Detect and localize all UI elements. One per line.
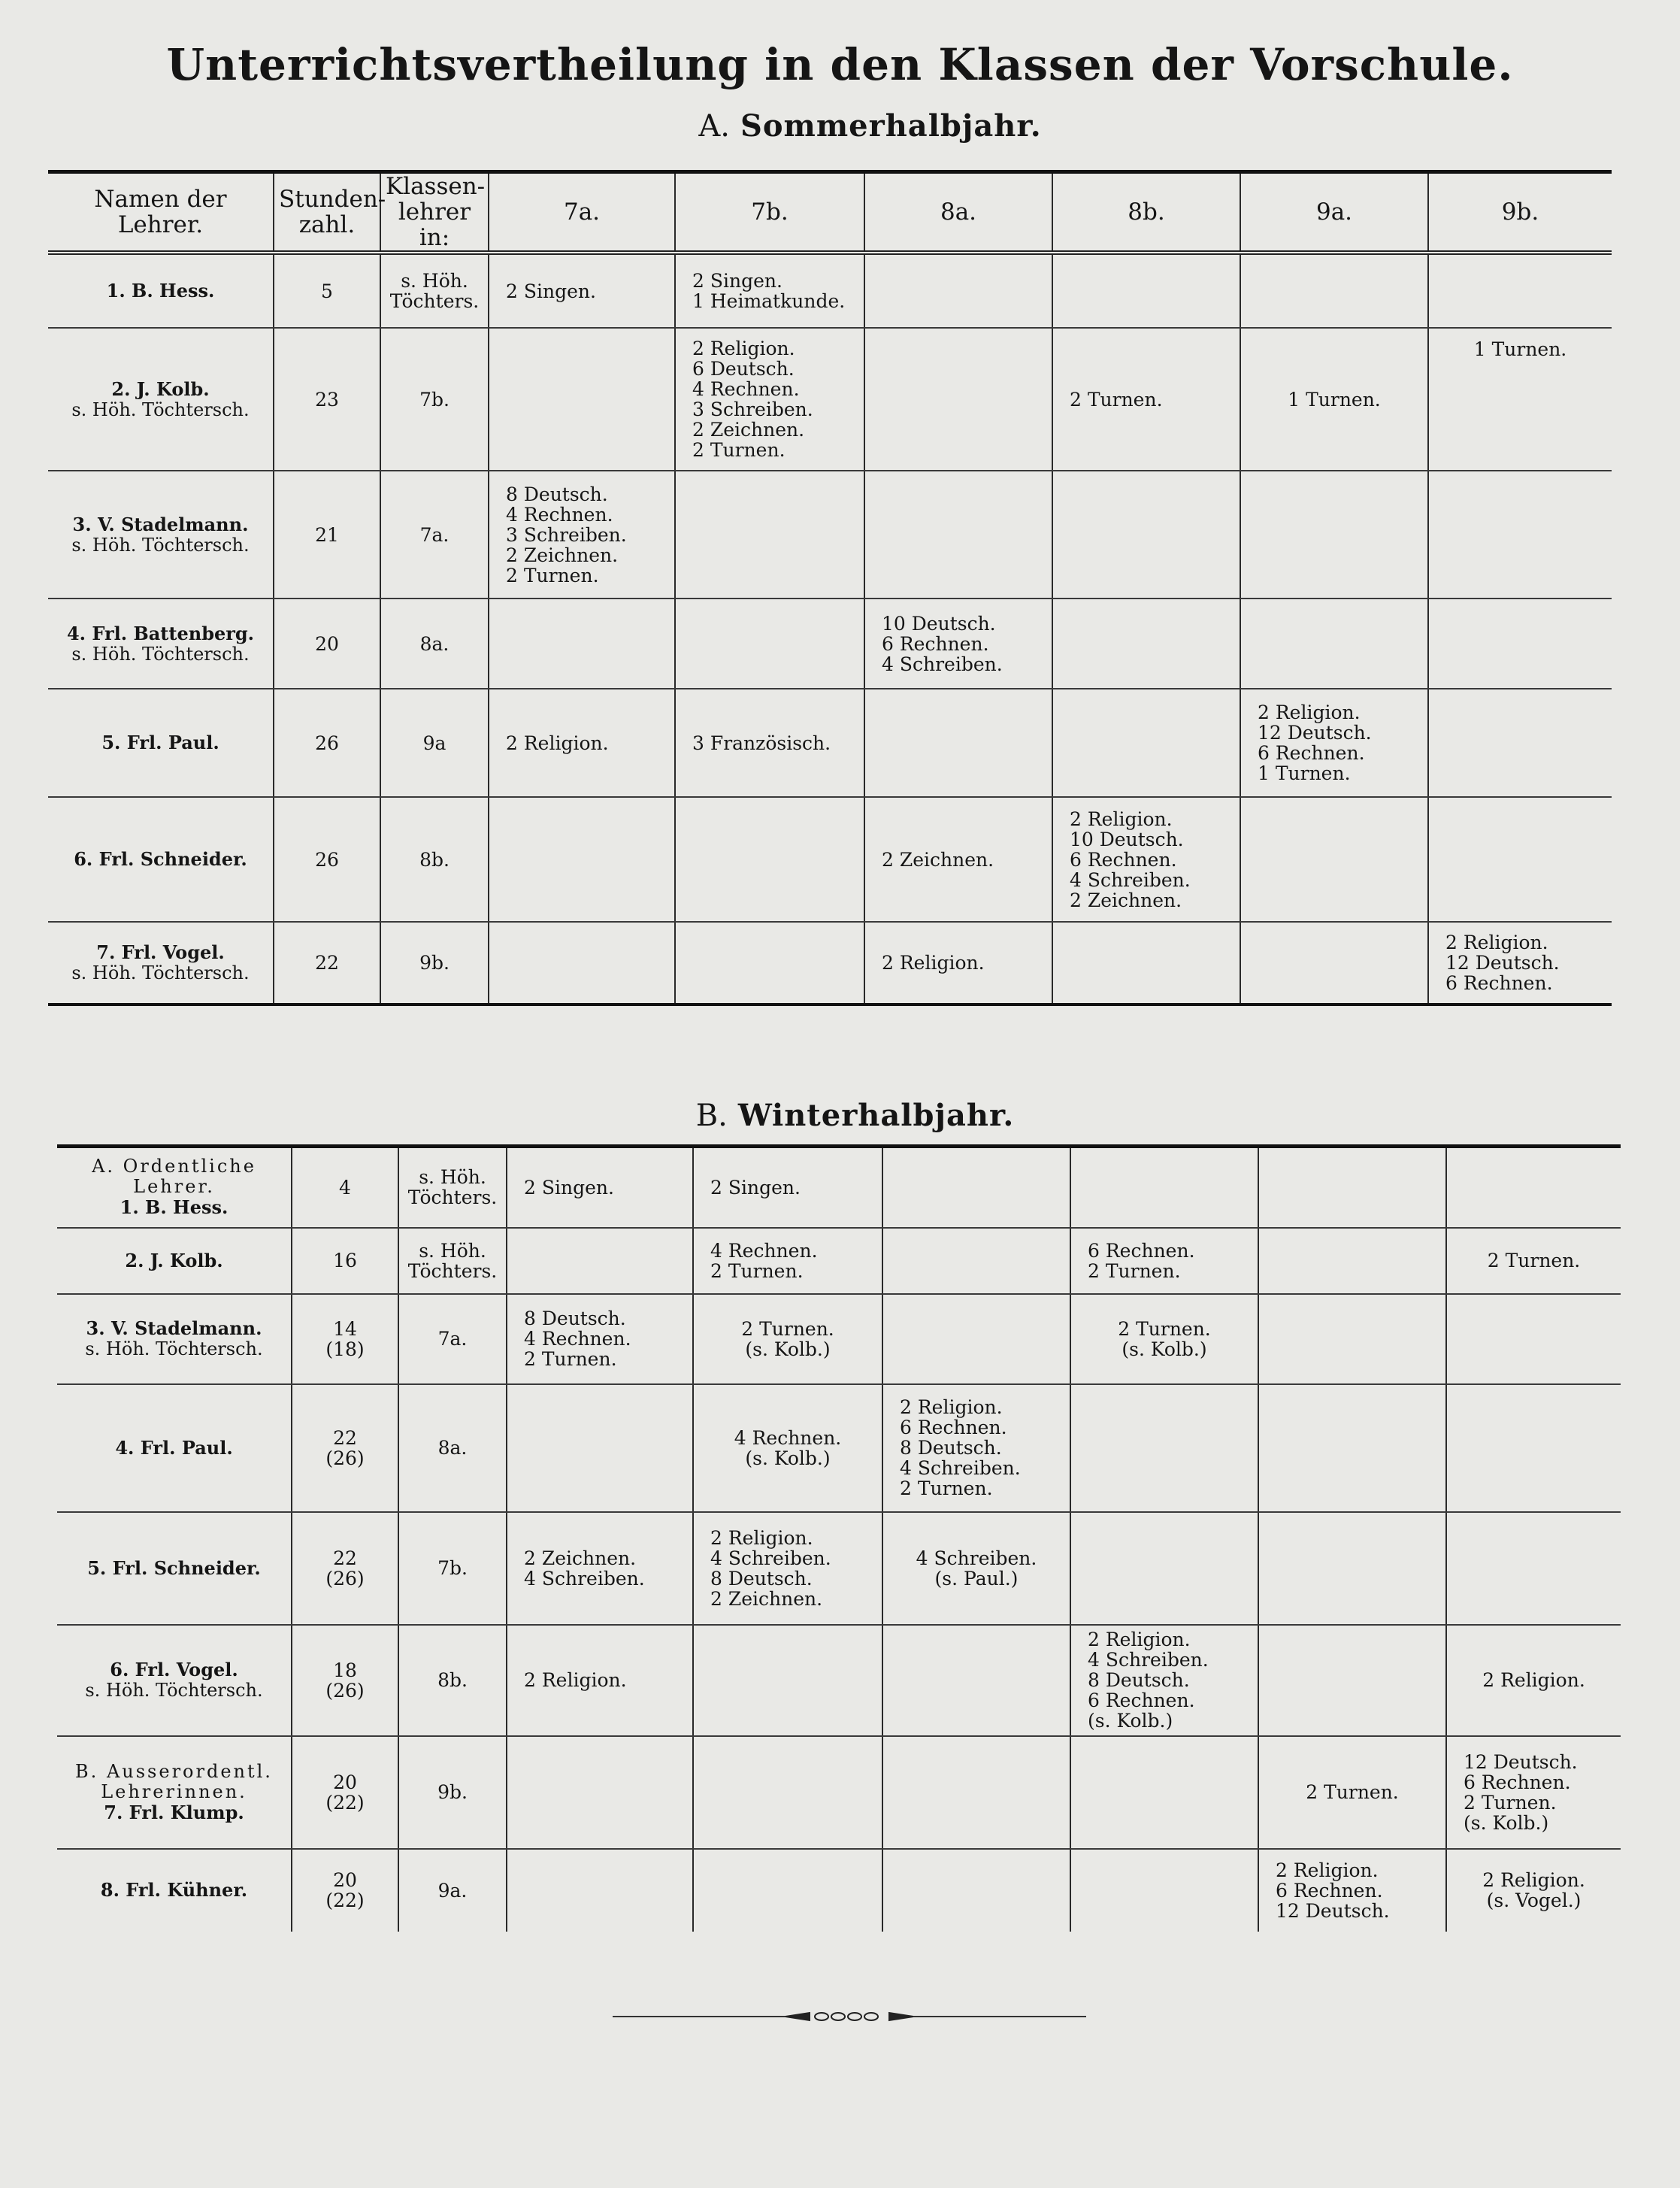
hours-cell: 21 bbox=[274, 471, 380, 599]
table-row bbox=[48, 922, 1612, 1005]
cell-7a bbox=[489, 922, 675, 1005]
cell-8a bbox=[864, 471, 1052, 599]
cell-9a: 2 Turnen. bbox=[1258, 1736, 1446, 1849]
section-letter: B. bbox=[695, 1099, 728, 1133]
table-row bbox=[57, 1625, 1621, 1736]
cell-8a bbox=[882, 1228, 1070, 1294]
cell-9a: 2 Religion. 12 Deutsch. 6 Rechnen. 1 Turnen. bbox=[1240, 689, 1428, 797]
cell-8a: 10 Deutsch. 6 Rechnen. 4 Schreiben. bbox=[864, 599, 1052, 689]
cell-8b bbox=[1052, 689, 1240, 797]
cell-7b: 2 Turnen. (s. Kolb.) bbox=[693, 1294, 882, 1384]
klass-cell: 8a. bbox=[380, 599, 489, 689]
cell-7a bbox=[489, 599, 675, 689]
cell-7a bbox=[507, 1384, 693, 1512]
teacher-name: 4. Frl. Battenberg. bbox=[66, 622, 255, 644]
cell-7b: 2 Religion. 6 Deutsch. 4 Rechnen. 3 Schreiben. 2 Zeichnen. 2 Turnen. bbox=[675, 328, 864, 471]
teacher-name-cell bbox=[57, 1736, 292, 1849]
klass-cell: 9a bbox=[380, 689, 489, 797]
hours-cell: 16 bbox=[292, 1228, 398, 1294]
cell-8b bbox=[1070, 1384, 1258, 1512]
hours-cell: 18 (26) bbox=[292, 1625, 398, 1736]
teacher-name-cell bbox=[48, 253, 274, 328]
cell-9b bbox=[1428, 253, 1612, 328]
header-row bbox=[48, 172, 1612, 253]
table-row bbox=[48, 689, 1612, 797]
cell-7a: 8 Deutsch. 4 Rechnen. 3 Schreiben. 2 Zeichnen. 2 Turnen. bbox=[489, 471, 675, 599]
cell-7b: 2 Religion. 4 Schreiben. 8 Deutsch. 2 Zeichnen. bbox=[693, 1512, 882, 1625]
table-row bbox=[57, 1384, 1621, 1512]
header-8b: 8b. bbox=[1052, 172, 1240, 253]
klass-cell: s. Höh. Töchters. bbox=[380, 253, 489, 328]
cell-9b: 1 Turnen. bbox=[1428, 328, 1612, 471]
header-klass: Klassen- lehrer in: bbox=[380, 172, 489, 253]
section-title-winter bbox=[0, 1098, 1680, 1133]
hours-cell: 26 bbox=[274, 689, 380, 797]
cell-8b: 2 Turnen. bbox=[1052, 328, 1240, 471]
cell-7a bbox=[507, 1849, 693, 1932]
cell-9b bbox=[1446, 1294, 1621, 1384]
teacher-name: 1. B. Hess. bbox=[120, 1196, 229, 1219]
klass-cell: 9b. bbox=[380, 922, 489, 1005]
hours-cell: 26 bbox=[274, 797, 380, 922]
section-letter: A. bbox=[698, 109, 730, 144]
cell-7a: 2 Singen. bbox=[507, 1147, 693, 1228]
teacher-name: 8. Frl. Kühner. bbox=[100, 1879, 248, 1901]
cell-9b: 12 Deutsch. 6 Rechnen. 2 Turnen. (s. Kolb.) bbox=[1446, 1736, 1621, 1849]
teacher-name-cell bbox=[57, 1512, 292, 1625]
cell-7a: 2 Zeichnen. 4 Schreiben. bbox=[507, 1512, 693, 1625]
section-title-summer bbox=[0, 108, 1680, 144]
teacher-name-cell bbox=[57, 1384, 292, 1512]
teacher-name-cell bbox=[48, 599, 274, 689]
teacher-name: 5. Frl. Paul. bbox=[101, 732, 219, 753]
klass-cell: 8b. bbox=[398, 1625, 507, 1736]
teacher-school: s. Höh. Töchtersch. bbox=[85, 1680, 263, 1701]
teacher-name-cell bbox=[57, 1625, 292, 1736]
teacher-name: 7. Frl. Vogel. bbox=[96, 941, 225, 963]
cell-9a bbox=[1240, 797, 1428, 922]
teacher-school: s. Höh. Töchtersch. bbox=[71, 643, 250, 665]
cell-8a: 2 Zeichnen. bbox=[864, 797, 1052, 922]
teacher-group: A. Ordentliche Lehrer. bbox=[92, 1156, 256, 1198]
hours-cell: 22 (26) bbox=[292, 1512, 398, 1625]
header-hours: Stunden- zahl. bbox=[274, 172, 380, 253]
teacher-name: 1. B. Hess. bbox=[106, 280, 215, 302]
teacher-name-cell bbox=[48, 689, 274, 797]
hours-cell: 20 (22) bbox=[292, 1736, 398, 1849]
cell-7a: 2 Religion. bbox=[507, 1625, 693, 1736]
cell-9b bbox=[1446, 1512, 1621, 1625]
table-row bbox=[57, 1736, 1621, 1849]
winter-table bbox=[57, 1144, 1621, 1932]
cell-8a bbox=[882, 1294, 1070, 1384]
klass-cell: 7a. bbox=[380, 471, 489, 599]
teacher-name-cell bbox=[57, 1849, 292, 1932]
cell-7a: 2 Religion. bbox=[489, 689, 675, 797]
cell-9b bbox=[1446, 1147, 1621, 1228]
teacher-name: 2. J. Kolb. bbox=[125, 1249, 223, 1271]
hours-cell: 4 bbox=[292, 1147, 398, 1228]
cell-7a: 2 Singen. bbox=[489, 253, 675, 328]
cell-9a bbox=[1240, 253, 1428, 328]
cell-8b: 6 Rechnen. 2 Turnen. bbox=[1070, 1228, 1258, 1294]
cell-9a: 2 Religion. 6 Rechnen. 12 Deutsch. bbox=[1258, 1849, 1446, 1932]
hours-cell: 5 bbox=[274, 253, 380, 328]
cell-9b bbox=[1428, 797, 1612, 922]
cell-8a bbox=[864, 328, 1052, 471]
teacher-name-cell bbox=[48, 797, 274, 922]
cell-7a bbox=[507, 1736, 693, 1849]
hours-cell: 14 (18) bbox=[292, 1294, 398, 1384]
hours-cell: 22 (26) bbox=[292, 1384, 398, 1512]
teacher-name: 6. Frl. Vogel. bbox=[110, 1659, 238, 1680]
cell-8b bbox=[1052, 471, 1240, 599]
table-row bbox=[48, 471, 1612, 599]
cell-8b bbox=[1052, 253, 1240, 328]
cell-9a bbox=[1258, 1147, 1446, 1228]
teacher-school: s. Höh. Töchtersch. bbox=[71, 534, 250, 556]
klass-cell: s. Höh. Töchters. bbox=[398, 1228, 507, 1294]
cell-8b bbox=[1052, 922, 1240, 1005]
table-row bbox=[48, 328, 1612, 471]
cell-9b bbox=[1428, 689, 1612, 797]
cell-9a bbox=[1258, 1512, 1446, 1625]
cell-7a bbox=[489, 797, 675, 922]
teacher-name-cell bbox=[48, 471, 274, 599]
cell-8a: 2 Religion. 6 Rechnen. 8 Deutsch. 4 Schreiben. 2 Turnen. bbox=[882, 1384, 1070, 1512]
cell-7b: 4 Rechnen. (s. Kolb.) bbox=[693, 1384, 882, 1512]
cell-7a bbox=[489, 328, 675, 471]
hours-cell: 22 bbox=[274, 922, 380, 1005]
teacher-name: 7. Frl. Klump. bbox=[104, 1801, 244, 1823]
table-row bbox=[57, 1849, 1621, 1932]
cell-9b: 2 Religion. 12 Deutsch. 6 Rechnen. bbox=[1428, 922, 1612, 1005]
teacher-name: 3. V. Stadelmann. bbox=[86, 1317, 262, 1339]
cell-8b bbox=[1070, 1736, 1258, 1849]
cell-9a bbox=[1258, 1384, 1446, 1512]
hours-cell: 23 bbox=[274, 328, 380, 471]
hours-cell: 20 bbox=[274, 599, 380, 689]
cell-7b bbox=[675, 599, 864, 689]
cell-8a bbox=[882, 1736, 1070, 1849]
cell-7b bbox=[693, 1625, 882, 1736]
teacher-name-cell bbox=[57, 1228, 292, 1294]
cell-8a bbox=[882, 1147, 1070, 1228]
cell-7b: 2 Singen. bbox=[693, 1147, 882, 1228]
cell-7a: 8 Deutsch. 4 Rechnen. 2 Turnen. bbox=[507, 1294, 693, 1384]
cell-8b bbox=[1070, 1147, 1258, 1228]
ornament-rule bbox=[613, 2009, 1086, 2024]
teacher-school: s. Höh. Töchtersch. bbox=[71, 962, 250, 983]
teacher-name-cell bbox=[48, 328, 274, 471]
cell-9b bbox=[1428, 599, 1612, 689]
cell-9a bbox=[1258, 1294, 1446, 1384]
teacher-name: 5. Frl. Schneider. bbox=[87, 1556, 261, 1579]
cell-8a: 2 Religion. bbox=[864, 922, 1052, 1005]
cell-9b bbox=[1428, 471, 1612, 599]
cell-9b: 2 Religion. (s. Vogel.) bbox=[1446, 1849, 1621, 1932]
cell-9b bbox=[1446, 1384, 1621, 1512]
teacher-name: 2. J. Kolb. bbox=[111, 377, 210, 400]
klass-cell: 9b. bbox=[398, 1736, 507, 1849]
cell-8b: 2 Religion. 10 Deutsch. 6 Rechnen. 4 Schreiben. 2 Zeichnen. bbox=[1052, 797, 1240, 922]
page-title: Unterrichtsvertheilung in den Klassen der Vorschule. bbox=[166, 39, 1514, 90]
cell-7b: 4 Rechnen. 2 Turnen. bbox=[693, 1228, 882, 1294]
teacher-name: 4. Frl. Paul. bbox=[115, 1436, 233, 1459]
cell-9b: 2 Turnen. bbox=[1446, 1228, 1621, 1294]
header-teacher: Namen der Lehrer. bbox=[48, 172, 274, 253]
header-7b: 7b. bbox=[675, 172, 864, 253]
header-7a: 7a. bbox=[489, 172, 675, 253]
cell-9a bbox=[1240, 922, 1428, 1005]
teacher-school: s. Höh. Töchtersch. bbox=[71, 399, 250, 420]
cell-7b bbox=[675, 922, 864, 1005]
teacher-name-cell bbox=[57, 1147, 292, 1228]
cell-9a bbox=[1240, 599, 1428, 689]
cell-7b bbox=[693, 1849, 882, 1932]
table-row bbox=[57, 1512, 1621, 1625]
hours-cell: 20 (22) bbox=[292, 1849, 398, 1932]
table-row bbox=[57, 1228, 1621, 1294]
cell-8b bbox=[1070, 1512, 1258, 1625]
cell-8b bbox=[1052, 599, 1240, 689]
cell-8a bbox=[864, 689, 1052, 797]
cell-8b bbox=[1070, 1849, 1258, 1932]
header-9a: 9a. bbox=[1240, 172, 1428, 253]
section-name: Sommerhalbjahr. bbox=[740, 108, 1042, 144]
table-row bbox=[48, 797, 1612, 922]
cell-9a bbox=[1258, 1228, 1446, 1294]
klass-cell: 9a. bbox=[398, 1849, 507, 1932]
klass-cell: 8a. bbox=[398, 1384, 507, 1512]
cell-8a bbox=[864, 253, 1052, 328]
klass-cell: 7b. bbox=[380, 328, 489, 471]
cell-8b: 2 Turnen. (s. Kolb.) bbox=[1070, 1294, 1258, 1384]
teacher-group: B. Ausserordentl. Lehrerinnen. bbox=[75, 1760, 273, 1802]
cell-9a bbox=[1240, 471, 1428, 599]
teacher-name: 6. Frl. Schneider. bbox=[74, 848, 247, 870]
table-row bbox=[48, 253, 1612, 328]
cell-9b: 2 Religion. bbox=[1446, 1625, 1621, 1736]
cell-8a bbox=[882, 1849, 1070, 1932]
table-row bbox=[57, 1147, 1621, 1228]
cell-8b: 2 Religion. 4 Schreiben. 8 Deutsch. 6 Rechnen. (s. Kolb.) bbox=[1070, 1625, 1258, 1736]
klass-cell: s. Höh. Töchters. bbox=[398, 1147, 507, 1228]
teacher-name-cell bbox=[57, 1294, 292, 1384]
header-8a: 8a. bbox=[864, 172, 1052, 253]
cell-7a bbox=[507, 1228, 693, 1294]
summer-table bbox=[48, 170, 1612, 1006]
cell-9a bbox=[1258, 1625, 1446, 1736]
klass-cell: 7a. bbox=[398, 1294, 507, 1384]
cell-8a bbox=[882, 1625, 1070, 1736]
table-row bbox=[48, 599, 1612, 689]
cell-7b: 2 Singen. 1 Heimatkunde. bbox=[675, 253, 864, 328]
header-9b: 9b. bbox=[1428, 172, 1612, 253]
table-row bbox=[57, 1294, 1621, 1384]
cell-7b bbox=[693, 1736, 882, 1849]
teacher-name-cell bbox=[48, 922, 274, 1005]
teacher-school: s. Höh. Töchtersch. bbox=[85, 1338, 263, 1359]
klass-cell: 8b. bbox=[380, 797, 489, 922]
cell-7b bbox=[675, 797, 864, 922]
cell-9a: 1 Turnen. bbox=[1240, 328, 1428, 471]
teacher-name: 3. V. Stadelmann. bbox=[72, 513, 249, 535]
cell-7b: 3 Französisch. bbox=[675, 689, 864, 797]
section-name: Winterhalbjahr. bbox=[737, 1098, 1015, 1133]
cell-8a: 4 Schreiben. (s. Paul.) bbox=[882, 1512, 1070, 1625]
ornament-flourish bbox=[786, 2013, 913, 2020]
cell-7b bbox=[675, 471, 864, 599]
klass-cell: 7b. bbox=[398, 1512, 507, 1625]
